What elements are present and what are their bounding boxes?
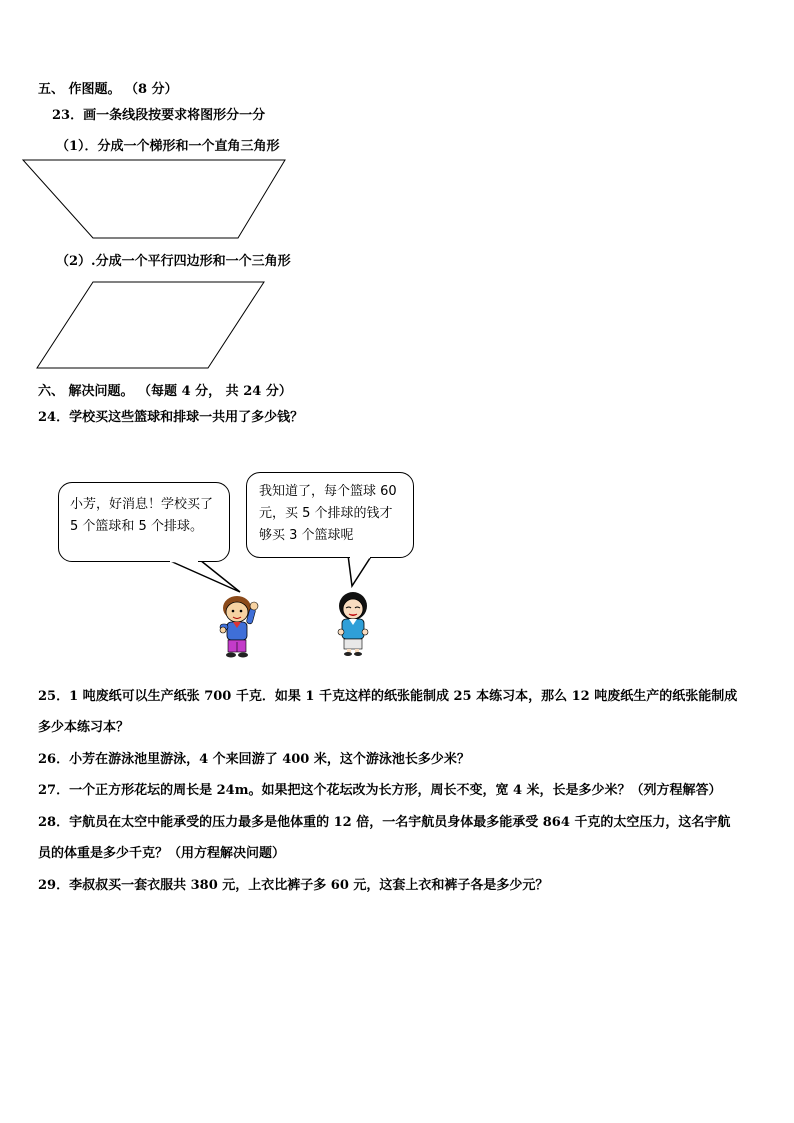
- girl-cartoon-icon: [330, 590, 376, 656]
- speech-bubble-right-line-1: 我知道了，每个篮球 60: [259, 484, 397, 499]
- question-24-stem: 24．学校买这些篮球和排球一共用了多少钱？: [38, 410, 304, 425]
- boy-cartoon-icon: [215, 592, 265, 660]
- question-29: 29．李叔叔买一套衣服共 380 元，上衣比裤子多 60 元，这套上衣和裤子各是多少元？: [38, 878, 549, 893]
- question-23-stem: 23．画一条线段按要求将图形分一分: [52, 108, 266, 123]
- speech-bubble-right-line-2: 元，买 5 个排球的钱才: [259, 506, 393, 521]
- question-23-part-1: （1）．分成一个梯形和一个直角三角形: [56, 139, 280, 154]
- question-23-part-2: （2）.分成一个平行四边形和一个三角形: [56, 254, 291, 269]
- question-28-line-1: 28．宇航员在太空中能承受的压力最多是他体重的 12 倍，一名宇航员身体最多能承受 864 千克的太空压力，这名宇航: [38, 815, 731, 830]
- question-26: 26．小芳在游泳池里游泳，4 个来回游了 400 米，这个游泳池长多少米？: [38, 752, 470, 767]
- question-25-line-2: 多少本练习本？: [38, 720, 130, 735]
- question-28-line-2: 员的体重是多少千克？（用方程解决问题）: [38, 846, 286, 861]
- speech-bubble-left-line-2: 5 个篮球和 5 个排球。: [70, 519, 203, 534]
- speech-bubble-left-line-1: 小芳，好消息！学校买了: [70, 497, 214, 512]
- section-5-heading: 五、 作图题。 （8 分）: [38, 82, 178, 97]
- question-25-line-1: 25．1 吨废纸可以生产纸张 700 千克．如果 1 千克这样的纸张能制成 25 本练习本，那么 12 吨废纸生产的纸张能制成: [38, 689, 738, 704]
- question-27: 27．一个正方形花坛的周长是 24m。如果把这个花坛改为长方形，周长不变，宽 4 米，长是多少米？（列方程解答）: [38, 783, 722, 798]
- section-6-heading: 六、 解决问题。 （每题 4 分， 共 24 分）: [38, 384, 292, 399]
- speech-bubble-right-line-3: 够买 3 个篮球呢: [259, 528, 354, 543]
